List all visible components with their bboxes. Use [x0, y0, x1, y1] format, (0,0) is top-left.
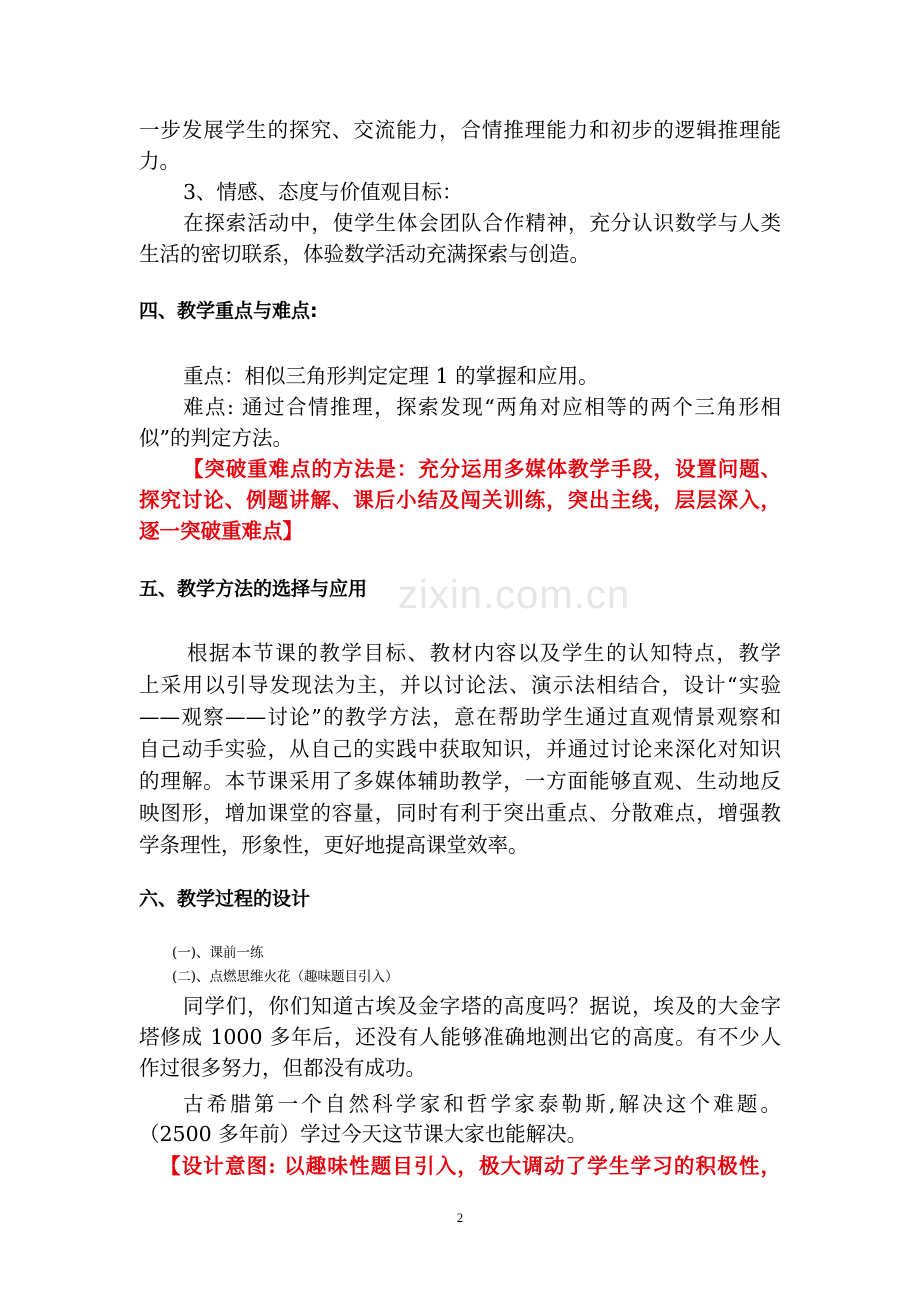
paragraph-line: 同学们，你们知道古埃及金字塔的高度吗？据说，埃及的大金字: [183, 994, 781, 1018]
subsection-item: (一)、课前一练: [172, 945, 264, 961]
paragraph-line: 映图形，增加课堂的容量，同时有利于突出重点、分散难点，增强教: [139, 801, 781, 825]
paragraph-line: 生活的密切联系，体验数学活动充满探索与创造。: [139, 242, 590, 266]
emphasis-line: 逐一突破重难点】: [139, 519, 303, 543]
paragraph-line: 自己动手实验，从自己的实践中获取知识，并通过讨论来深化对知识: [139, 737, 781, 761]
paragraph-line: 塔修成 1000 多年后，还没有人能够准确地测出它的高度。有不少人: [139, 1025, 781, 1049]
paragraph-line: 难点: 通过合情推理，探索发现“两角对应相等的两个三角形相: [183, 395, 781, 419]
paragraph-line: 一步发展学生的探究、交流能力，合情推理能力和初步的逻辑推理能: [139, 118, 781, 142]
emphasis-line: 探究讨论、例题讲解、课后小结及闯关训练，突出主线，层层深入，: [139, 488, 781, 512]
page-number: 2: [456, 1210, 464, 1225]
subsection-item: (二)、点燃思维火花（趣味题目引入）: [172, 969, 399, 985]
section-heading-teaching-process: 六、教学过程的设计: [139, 888, 311, 910]
paragraph-line: 根据本节课的教学目标、教材内容以及学生的认知特点，教学: [187, 641, 781, 665]
section-heading-key-points: 四、教学重点与难点:: [139, 300, 318, 322]
paragraph-line: 重点：相似三角形判定定理 1 的掌握和应用。: [183, 364, 599, 388]
paragraph-line: 作过很多努力，但都没有成功。: [139, 1056, 426, 1080]
subheading-emotion-goals: 3、情感、态度与价值观目标：: [183, 180, 463, 204]
watermark: zixin.com.cn: [398, 573, 631, 617]
emphasis-line: 【设计意图: 以趣味性题目引入，极大调动了学生学习的积极性，: [160, 1154, 781, 1178]
paragraph-line: 在探索活动中，使学生体会团队合作精神，充分认识数学与人类: [183, 211, 781, 235]
paragraph-line: 古希腊第一个自然科学家和哲学家泰勒斯,解决这个难题。: [183, 1092, 781, 1116]
paragraph-line: 上采用以引导发现法为主，并以讨论法、演示法相结合，设计“实验: [139, 673, 781, 697]
section-heading-teaching-methods: 五、教学方法的选择与应用: [139, 578, 368, 600]
paragraph-line: 似”的判定方法。: [139, 426, 293, 450]
paragraph-line: 力。: [139, 149, 180, 173]
paragraph-line: 学条理性，形象性，更好地提高课堂效率。: [139, 833, 529, 857]
paragraph-line: （2500 多年前）学过今天这节课大家也能解决。: [139, 1122, 588, 1146]
emphasis-line: 【突破重难点的方法是：充分运用多媒体教学手段，设置问题、: [183, 457, 781, 481]
paragraph-line: 的理解。本节课采用了多媒体辅助教学，一方面能够直观、生动地反: [139, 769, 781, 793]
paragraph-line: ——观察——讨论”的教学方法，意在帮助学生通过直观情景观察和: [139, 705, 781, 729]
